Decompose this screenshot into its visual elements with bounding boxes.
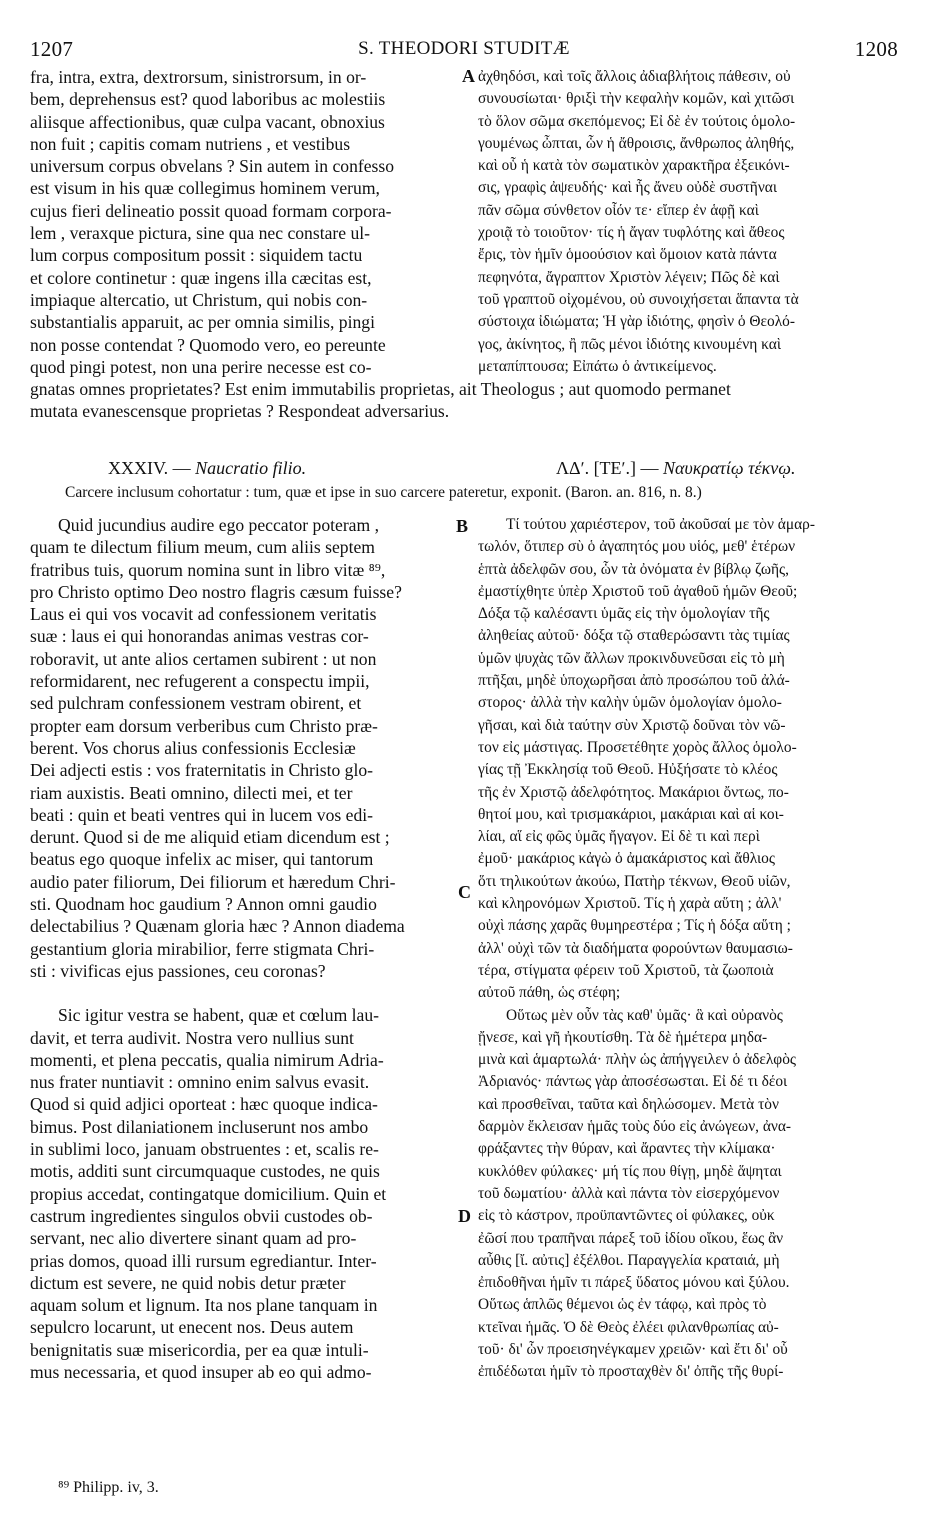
text-line: cujus fieri delineatio possit quoad formam corpora- (30, 200, 392, 221)
text-line: propius accedat, contingatque domicilium. Quin et (30, 1183, 387, 1204)
text-line: motis, additi sunt circumquaque custodes, ne quis (30, 1161, 380, 1182)
text-line: ὅτι τηλικούτων ἀκούω, Πατὴρ τέκνων, Θεοῦ υἱῶν, (478, 872, 791, 890)
text-line: sepulcro locarunt, ut enecent nos. Deus autem (30, 1317, 354, 1338)
text-line: fratribus tuis, quorum nomina sunt in libro vitæ ⁸⁹, (30, 559, 386, 580)
text-line: ἐπιδοθῆναι ἡμῖν τι πάρεξ ὕδατος μόνου καὶ ξύλου. (478, 1274, 790, 1292)
text-line: Quod si quid adjici oporteat : hæc quoque indica- (30, 1094, 378, 1115)
text-line: Οὕτως μὲν οὖν τὰς καθ' ὑμᾶς· ἃ καὶ οὐρανὸς (506, 1006, 783, 1024)
text-line: beati : quin et beati ventres qui in lucem vos edi- (30, 804, 373, 825)
text-line: τοῦ· δι' ὧν προεισηνέγκαμεν χρειῶν· καὶ ἔτι δι' οὗ (478, 1340, 788, 1358)
text-line: εἰς τὸ κάστρον, προϋπαντῶντες οἱ φύλακες, οὐκ (478, 1207, 775, 1225)
text-line: γίας τῇ Ἐκκλησίᾳ τοῦ Θεοῦ. Ηὐξήσατε τὸ κλέος (478, 761, 778, 779)
text-line: reformidarent, nec refugerent a conspectu impii, (30, 671, 370, 692)
greek-section-title (556, 458, 795, 479)
text-line: audio pater filiorum, Dei filiorum et hæredum Chri- (30, 871, 396, 892)
text-line: momenti, et plena peccatis, qualia nimirum Adria- (30, 1049, 384, 1070)
text-line: Οὕτως ἁπλῶς θέμενοι ὡς ἐν τάφῳ, καὶ πρὸς τὸ (478, 1296, 767, 1314)
text-line: suæ : laus ei qui honorandas animas vestras cor- (30, 626, 369, 647)
text-line: Δόξα τῷ καλέσαντι ὑμᾶς εἰς τὴν ὁμολογίαν τῆς (478, 605, 770, 623)
right-page-number: 1208 (854, 36, 898, 61)
text-line: nus frater nuntiavit : omnino enim salvus evasit. (30, 1072, 370, 1093)
text-line: ἀληθείας αὐτοῦ· δόξα τῷ σταθερώσαντι τὰς τιμίας (478, 627, 790, 645)
text-line: γος, ἀκίνητος, ἢ πῶς μένοι ἰδιότης κινουμένη καὶ (478, 335, 781, 353)
text-line: non fuit ; capitis comam nutriens , et vestibus (30, 133, 351, 154)
text-line: ἔρις, τὸν ἡμῖν ὁμοούσιον καὶ ὅμοιον κατὰ πάντα (478, 246, 777, 264)
text-line: sti : vivificas ejus passiones, ceu coronas? (30, 960, 326, 981)
text-line: χροιᾷ τὸ τοιοῦτον· τίς ἡ ἄγαν τυφλότης καὶ ἄθεος (478, 224, 785, 242)
text-line: τῆς ἐν Χριστῷ ἀδελφότητος. Μακάριοι ὄντως, πο- (478, 783, 789, 801)
text-line: τον εἰς μάστιγας. Προσετέθητε χορὸς ἄλλος ὁμολο- (478, 738, 797, 756)
text-line: aquam solum et lignum. Ita nos plane tanquam in (30, 1295, 378, 1316)
text-line: καὶ οὗ ἡ κατὰ τὸν σωματικὸν χαρακτῆρα ἐξεικόνι- (478, 157, 790, 175)
text-line: beatus ego quoque infelix ac miser, qui tantorum (30, 849, 374, 870)
text-line: πᾶν σῶμα σύνθετον οἷόν τε· εἴπερ ἐν ἁφῇ καὶ (478, 201, 759, 219)
text-line: et colore continetur : quæ ingens illa cæcitas est, (30, 267, 372, 288)
text-line: universum corpus obvelans ? Sin autem in confesso (30, 156, 395, 177)
text-line: μινὰ καὶ ἁμαρτωλά· πλὴν ὡς ἀπήγγειλεν ὁ ἀδελφὸς (478, 1051, 796, 1069)
greek-paragraph-1 (478, 514, 898, 1005)
text-line: benignitatis suæ misericordia, per ea quæ intuli- (30, 1339, 369, 1360)
text-line: ἀλλ' οὐχὶ τῶν τὰ διαδήματα φορούντων θαυμασιω- (478, 939, 793, 957)
running-title: S. THEODORI STUDITÆ (358, 38, 570, 59)
text-line: ἐμοῦ· μακάριος κἀγὼ ὁ ἀμακάριστος καὶ ἄθλιος (478, 850, 775, 868)
text-line: τέρα, στίγματα φέρειν τοῦ Χριστοῦ, τὰ ζωοποιὰ (478, 961, 774, 979)
text-line: bimus. Post dilaniationem incluserunt nos ambo (30, 1116, 369, 1137)
text-line: μεταπίπτουσα; Εἰπάτω ὁ ἀντικείμενος. (478, 357, 717, 375)
text-line: ὑμῶν ψυχὰς τῶν ἄλλων προκινδυνεῦσαι εἰς τὸ μὴ (478, 649, 785, 667)
text-line: ἐπιδέδωται ἡμῖν τὸ προσταχθὲν δι' ὀπῆς τῆς θυρί- (478, 1363, 784, 1381)
text-line: γῆσαι, καὶ διὰ ταύτην σὺν Χριστῷ δοῦναι τὸν νῶ- (478, 716, 786, 734)
body-greek-column (478, 514, 898, 1384)
text-line: ἐμαστίχθητε ὑπὲρ Χριστοῦ τοῦ ἀγαθοῦ ἡμῶν Θεοῦ; (478, 582, 798, 600)
text-line: prias domos, quoad illi rursum egrediantur. Inter- (30, 1250, 377, 1271)
text-line: Τί τούτου χαριέστερον, τοῦ ἀκοῦσαί με τὸν ἁμαρ- (506, 516, 815, 533)
margin-marker-b: B (456, 516, 469, 536)
text-line: αὖθις [ἴ. αὐτις] ἐξέλθοι. Παραγγελία κραταιά, μὴ (478, 1251, 780, 1269)
text-line: mutata evanescensque proprietas ? Respondeat adversarius. (30, 401, 450, 422)
text-line: non posse contendat ? Quomodo vero, eo pereunte (30, 334, 386, 355)
text-line: sti. Quodnam hoc gaudium ? Annon omni gaudio (30, 894, 377, 915)
text-line: castrum ingredientes singulos obvii custodes ob- (30, 1205, 373, 1226)
margin-marker-a: A (462, 66, 475, 86)
latin-section-title (108, 458, 306, 479)
text-line: roboravit, ut ante alios certamen subirent : ut non (30, 648, 377, 669)
text-line: fra, intra, extra, dextrorsum, sinistrorsum, in or- (30, 67, 367, 87)
text-line: κυκλόθεν φύλακες· μή τίς που θίγῃ, μηδὲ ἅψηται (478, 1162, 782, 1180)
text-line: σύστοιχα ἰδιώματα; Ἡ γὰρ ἰδιότης, φησὶν ὁ Θεολό- (478, 313, 795, 331)
text-line: τὸ ὅλον σῶμα σκεπόμενος; Εἰ δὲ ἐν τούτοις ὁμολο- (478, 112, 796, 130)
text-line: λίαι, αἵ εἰς φῶς ὑμᾶς ἤγαγον. Εἰ δὲ τι καὶ περὶ (478, 828, 760, 846)
text-line: δαρμὸν ἔκλεισαν ἡμᾶς τοὺς δύο εἰς ἀνώγεων, ἀνα- (478, 1118, 792, 1136)
text-line: ᾔνεσε, καὶ γῆ ἠκουτίσθη. Τὰ δὲ ἡμέτερα μηδα- (478, 1028, 768, 1046)
text-line: substantialis apparuit, ac per omnia similis, pingi (30, 312, 375, 333)
text-line: sed pulchram confessionem vestram obirent, et (30, 693, 362, 714)
text-line: καὶ προσθεῖναι, ταῦτα καὶ δηλώσομεν. Μετὰ τὸν (478, 1095, 779, 1113)
text-line: αὐτοῦ πάθη, ὡς στέφη; (478, 984, 621, 1002)
section-summary: Carcere inclusum cohortatur : tum, quæ et ipse in suo carcere pateretur, exponit. (Baron. an. 816, n. 8.) (65, 484, 702, 501)
text-line: impiaque altercatio, ut Christum, qui nobis con- (30, 289, 368, 310)
top-greek-column (478, 66, 898, 378)
text-line: ἑπτὰ ἀδελφῶν σου, ὧν τὰ ὀνόματα ἐν βίβλῳ ζωῆς, (478, 560, 789, 578)
text-line: quam te dilectum filium meum, cum aliis septem (30, 537, 375, 558)
text-line: φράξαντες τὴν θύραν, καὶ ἄραντες τὴν κλίμακα· (478, 1140, 776, 1158)
text-line: delectabilius ? Quænam gloria hæc ? Annon diadema (30, 916, 405, 937)
text-line: Dei adjecti estis : vos fraternitatis in Christo glo- (30, 760, 374, 781)
full-width-text (30, 378, 898, 423)
text-line: lem , veraxque pictura, sine qua nec constare ul- (30, 223, 371, 244)
text-line: Sic igitur vestra se habent, quæ et cœlum lau- (58, 1005, 380, 1026)
text-line: gestantium gloria mirabilior, ferre stigmata Chri- (30, 938, 375, 959)
text-line: mus necessaria, et quod insuper ab eo qui admo- (30, 1361, 372, 1382)
text-line: Ἀδριανός· πάντως γὰρ ἀποσέσωσται. Εἰ δέ τι δέοι (478, 1073, 788, 1091)
text-line: davit, et terra audivit. Nostra vero nullius sunt (30, 1027, 354, 1048)
text-line: quod pingi potest, non una perire necesse est co- (30, 356, 372, 377)
text-line: πεφηνότα, ἄγραπτον Χριστὸν λέγειν; Πῶς δὲ καὶ (478, 268, 780, 286)
greek-section-name: Ναυκρατίῳ τέκνῳ. (662, 458, 796, 478)
text-line: τοῦ γραπτοῦ οἰχομένου, οὐ συνοιχήσεται ἅπαντα τὰ (478, 290, 799, 308)
text-line: κτεῖναι ἡμᾶς. Ὁ δὲ Θεὸς ἐλέει φιλανθρωπίας αὐ- (478, 1318, 779, 1336)
text-line: συνουσίωται· θριξὶ τὴν κεφαλὴν κομῶν, καὶ χιτῶσι (478, 90, 795, 108)
latin-section-number: XXXIV. — (108, 458, 191, 478)
text-line: στορος· ἀλλὰ τὴν καλὴν ὑμῶν ὁμολογίαν ὁμολο- (478, 694, 782, 712)
text-line: propter eam dorsum verberibus cum Christo præ- (30, 715, 378, 736)
footnote: ⁸⁹ Philipp. iv, 3. (58, 1479, 159, 1496)
text-line: σις, γραφὶς ἀψευδής· καὶ ἧς ἄνευ οὐδὲ συστῆναι (478, 179, 777, 197)
text-line: lum corpus compositum possit : siquidem tactu (30, 245, 363, 266)
text-line: ἀχθηδόσι, καὶ τοῖς ἄλλοις ἀδιαβλήτοις πάθεσιν, οὐ (478, 68, 791, 85)
text-line: est visum in his quæ collegimus hominem verum, (30, 178, 380, 199)
text-line: Quid jucundius audire ego peccator poteram , (58, 515, 379, 535)
text-line: τοῦ δωματίου· ἀλλὰ καὶ πάντα τὸν εἰσερχόμενον (478, 1184, 780, 1202)
latin-paragraph-2 (30, 1004, 460, 1383)
text-line: γουμένως ὦπται, ὧν ἡ ἄθροισις, ἄνθρωπος ἀληθής, (478, 134, 795, 152)
text-line: τωλόν, ὅτιπερ σὺ ὁ ἀγαπητός μου υἱός, μεθ' ἑτέρων (478, 538, 796, 556)
text-line: derunt. Quod si de me aliquid etiam dicendum est ; (30, 827, 390, 848)
latin-section-name: Naucratio filio. (195, 458, 307, 478)
text-line: Laus ei qui vos vocavit ad confessionem veritatis (30, 604, 377, 625)
top-latin-column (30, 66, 460, 378)
text-line: aliisque affectionibus, quæ culpa vacant, obnoxius (30, 111, 385, 132)
text-line: ἐῶσί που τραπῆναι πάρεξ τοῦ ἰδίου οἴκου, ἕως ἂν (478, 1229, 784, 1247)
text-line: πτῆξαι, μηδὲ ὑποχωρῆσαι ἀπὸ προσώπου τοῦ ἀλά- (478, 672, 790, 690)
text-line: dictum est severe, ne quid nobis detur præter (30, 1272, 346, 1293)
text-line: in sublimi loco, januam obstruentes : et, scalis re- (30, 1139, 379, 1160)
latin-paragraph-1 (30, 514, 460, 982)
text-line: servant, nec alio divertere sinant quam ad pro- (30, 1228, 357, 1249)
greek-section-number: ΛΔʹ. [ΤΕʹ.] — (556, 458, 659, 478)
text-line: riam auxistis. Beati omnino, dilecti mei, et ter (30, 782, 353, 803)
text-line: gnatas omnes proprietates? Est enim immutabilis proprietas, ait Theologus ; aut quomodo permanet (30, 379, 731, 399)
margin-marker-d: D (458, 1206, 471, 1226)
text-line: berent. Vos chorus alius confessionis Ecclesiæ (30, 737, 356, 758)
page-header (30, 34, 898, 64)
left-page-number: 1207 (30, 36, 74, 61)
text-line: pro Christo optimo Deo nostro flagris cæsum fuisse? (30, 581, 402, 602)
text-line: καὶ κληρονόμων Χριστοῦ. Τίς ἡ χαρὰ αὕτη ; ἀλλ' (478, 895, 782, 913)
greek-paragraph-2 (478, 1005, 898, 1384)
text-line: οὐχὶ πάσης χαρᾶς θυμηρεστέρα ; Τίς ἡ δόξα αὕτη ; (478, 917, 791, 935)
margin-marker-c: C (458, 882, 471, 902)
body-latin-column (30, 514, 460, 1383)
text-line: θητοί μου, καὶ τρισμακάριοι, μακάριαι καὶ αἱ κοι- (478, 805, 784, 823)
text-line: bem, deprehensus est? quod laboribus ac molestiis (30, 89, 386, 110)
